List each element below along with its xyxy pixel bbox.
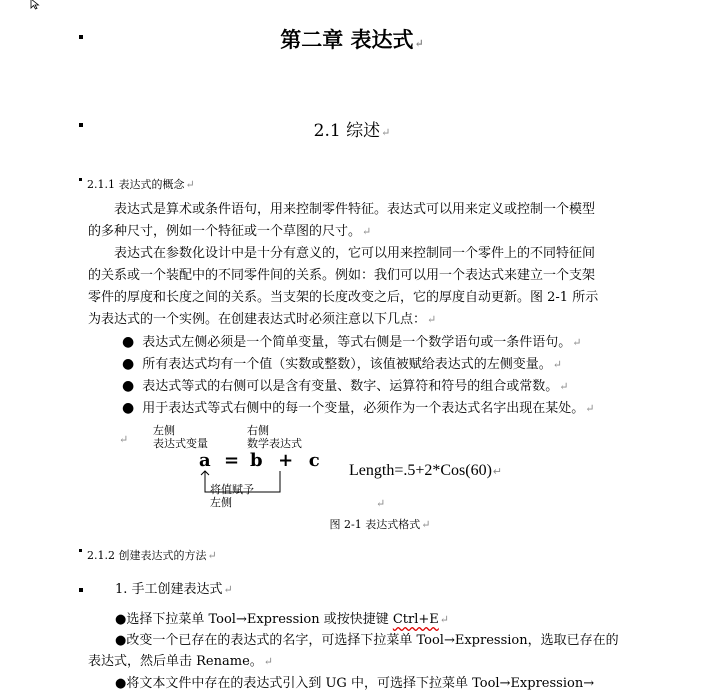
list-item: ● 表达式等式的右侧可以是含有变量、数字、运算符和符号的组合或常数。↵ [122,378,569,394]
paragraph-line: 表达式是算术或条件语句，用来控制零件特征。表达式可以用来定义或控制一个模型 [114,202,596,217]
diagram-left-label: 左侧 表达式变量 [153,424,208,450]
method-line: ●将文本文件中存在的表达式引入到 UG 中，可选择下拉菜单 Tool→Expression→ [115,676,595,691]
list-bullet-marker [79,588,83,592]
method-heading: 1. 手工创建表达式↵ [115,582,233,597]
mouse-cursor-icon [30,0,42,10]
subsection-heading-methods: 2.1.2 创建表达式的方法↵ [87,549,217,562]
list-bullet-marker [79,549,82,552]
method-line: ●选择下拉菜单 Tool→Expression 或按快捷键 Ctrl+E↵ [115,612,450,627]
section-title: 2.1 综述↵ [313,121,391,141]
chapter-title: 第二章 表达式↵ [280,27,424,52]
paragraph-line: 表达式在参数化设计中是十分有意义的，它可以用来控制同一个零件上的不同特征间 [114,246,596,261]
diagram-right-label: 右侧 数学表达式 [247,424,302,450]
paragraph-mark: ↵ [376,497,386,510]
formula-variable: a [199,450,212,471]
paragraph-mark: ↵ [119,433,129,446]
list-item: ● 表达式左侧必须是一个简单变量，等式右侧是一个数学语句或一条件语句。↵ [122,334,582,350]
list-bullet-marker [79,178,82,181]
expression-example: Length=.5+2*Cos(60)↵ [349,462,503,479]
formula-expression: b + c [250,450,321,471]
paragraph-line: 的关系或一个装配中的不同零件间的关系。例如：我们可以用一个表达式来建立一个支架 [88,268,596,283]
paragraph-line: 零件的厚度和长度之间的关系。当支架的长度改变之后，它的厚度自动更新。图 2-1 所示 [88,290,599,305]
list-item: ● 所有表达式均有一个值（实数或整数），该值被赋给表达式的左侧变量。↵ [122,356,562,372]
formula-equals: = [224,450,241,471]
subsection-heading-concept: 2.1.1 表达式的概念↵ [87,178,195,191]
paragraph-line: 的多种尺寸，例如一个特征或一个草图的尺寸。↵ [88,224,372,239]
list-item: ● 用于表达式等式右侧中的每一个变量，必须作为一个表达式名字出现在某处。↵ [122,400,595,416]
method-line: 表达式，然后单击 Rename。↵ [88,654,273,669]
diagram-assign-label: 将值赋予 左侧 [210,483,254,509]
paragraph-line: 为表达式的一个实例。在创建表达式时必须注意以下几点：↵ [88,312,437,327]
figure-caption: 图 2-1 表达式格式↵ [329,518,431,531]
method-line: ●改变一个已存在的表达式的名字，可选择下拉菜单 Tool→Expression，选取已存在的 [115,633,619,648]
